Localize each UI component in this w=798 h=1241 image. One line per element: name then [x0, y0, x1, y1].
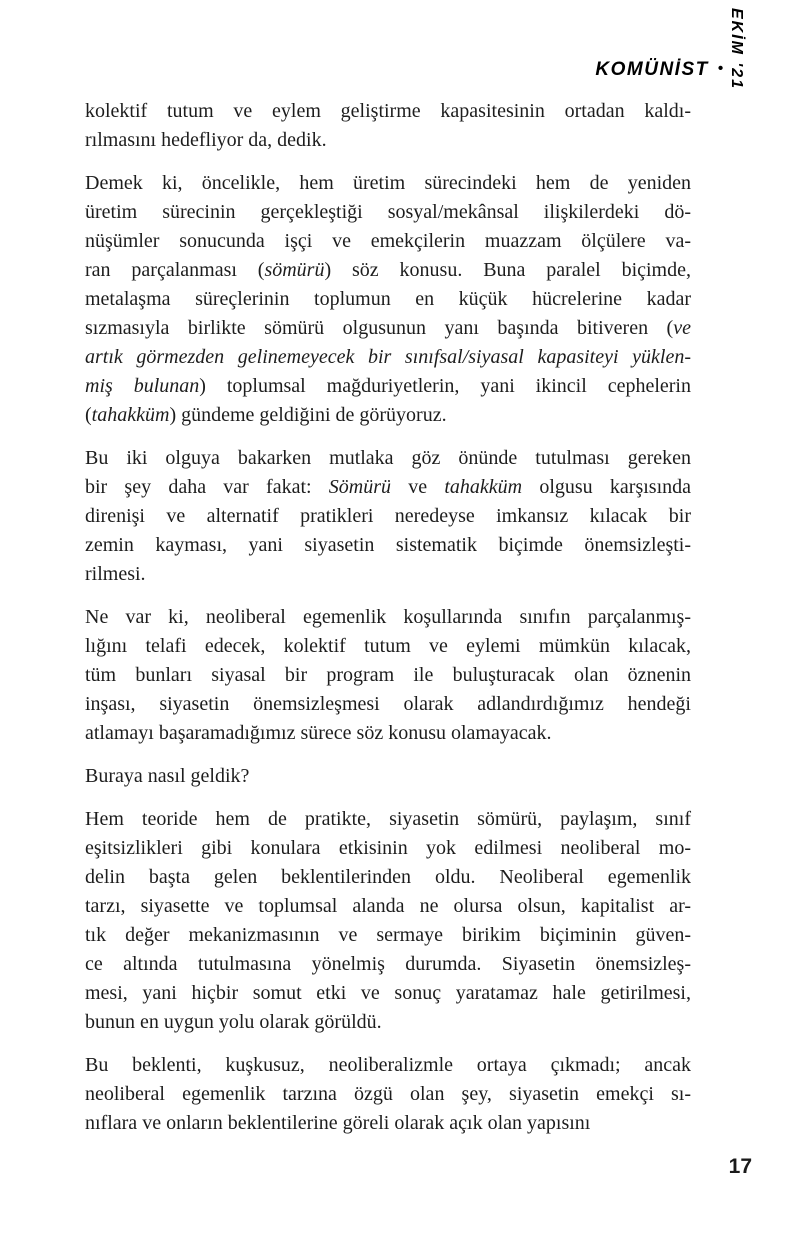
text-line: lığını telafi edecek, kolektif tutum ve eylemi mümkün kılacak, — [85, 635, 691, 657]
text-line: Ne var ki, neoliberal egemenlik koşullarında sınıfın parçalanmış- — [85, 606, 691, 628]
text-line: rilmesi. — [85, 563, 146, 585]
text-line: (tahakküm) gündeme geldiğini de görüyoruz. — [85, 404, 447, 426]
text-line: kolektif tutum ve eylem geliştirme kapasitesinin ortadan kaldı- — [85, 100, 691, 122]
paragraph — [85, 97, 691, 155]
paragraph — [85, 805, 691, 1037]
text-line: bunun en uygun yolu olarak görüldü. — [85, 1011, 382, 1033]
text-line: Hem teoride hem de pratikte, siyasetin sömürü, paylaşım, sınıf — [85, 808, 691, 830]
issue-label-vertical: EKİM '21 — [728, 7, 745, 90]
text-line: inşası, siyasetin önemsizleşmesi olarak adlandırdığımız hendeği — [85, 693, 691, 715]
bullet-icon: • — [717, 60, 723, 77]
text-line: sızmasıyla birlikte sömürü olgusunun yanı başında bitiveren (ve — [85, 317, 691, 339]
text-line: Bu iki olguya bakarken mutlaka göz önünde tutulması gereken — [85, 447, 691, 469]
journal-title: KOMÜNİST — [595, 59, 709, 80]
text-line: zemin kayması, yani siyasetin sistematik biçimde önemsizleşti- — [85, 534, 691, 556]
article-body — [85, 97, 691, 1152]
text-line: üretim sürecinin gerçekleştiği sosyal/mekânsal ilişkilerdeki dö- — [85, 201, 691, 223]
text-line: Demek ki, öncelikle, hem üretim sürecindeki hem de yeniden — [85, 172, 691, 194]
text-line: rılmasını hedefliyor da, dedik. — [85, 129, 327, 151]
text-line: Buraya nasıl geldik? — [85, 765, 250, 787]
text-line: nüşümler sonucunda işçi ve emekçilerin muazzam ölçülere va- — [85, 230, 691, 252]
text-line: Bu beklenti, kuşkusuz, neoliberalizmle ortaya çıkmadı; ancak — [85, 1054, 691, 1076]
text-line: atlamayı başaramadığımız sürece söz konusu olamayacak. — [85, 722, 552, 744]
text-line: delin başta gelen beklentilerinden oldu. Neoliberal egemenlik — [85, 866, 691, 888]
text-line: ran parçalanması (sömürü) söz konusu. Buna paralel biçimde, — [85, 259, 691, 281]
paragraph — [85, 762, 691, 791]
running-header — [595, 59, 723, 81]
text-line: nıflara ve onların beklentilerine göreli olarak açık olan yapısını — [85, 1112, 591, 1134]
text-line: metalaşma süreçlerinin toplumun en küçük hücrelerine kadar — [85, 288, 691, 310]
text-line: tık değer mekanizmasının ve sermaye birikim biçiminin güven- — [85, 924, 691, 946]
paragraph — [85, 169, 691, 430]
text-line: bir şey daha var fakat: Sömürü ve tahakküm olgusu karşısında — [85, 476, 691, 498]
paragraph — [85, 603, 691, 748]
text-line: artık görmezden gelinemeyecek bir sınıfsal/siyasal kapasiteyi yüklen- — [85, 346, 691, 368]
text-line: tarzı, siyasette ve toplumsal alanda ne olursa olsun, kapitalist ar- — [85, 895, 691, 917]
text-line: miş bulunan) toplumsal mağduriyetlerin, yani ikincil cephelerin — [85, 375, 691, 397]
text-line: neoliberal egemenlik tarzına özgü olan şey, siyasetin emekçi sı- — [85, 1083, 691, 1105]
text-line: mesi, yani hiçbir somut etki ve sonuç yaratamaz hale getirilmesi, — [85, 982, 691, 1004]
text-line: direnişi ve alternatif pratikleri neredeyse imkansız kılacak bir — [85, 505, 691, 527]
paragraph — [85, 1051, 691, 1138]
paragraph — [85, 444, 691, 589]
text-line: ce altında tutulmasına yönelmiş durumda. Siyasetin önemsizleş- — [85, 953, 691, 975]
page-number: 17 — [728, 1155, 752, 1178]
text-line: tüm bunları siyasal bir program ile buluşturacak olan öznenin — [85, 664, 691, 686]
text-line: eşitsizlikleri gibi konulara etkisinin yok edilmesi neoliberal mo- — [85, 837, 691, 859]
